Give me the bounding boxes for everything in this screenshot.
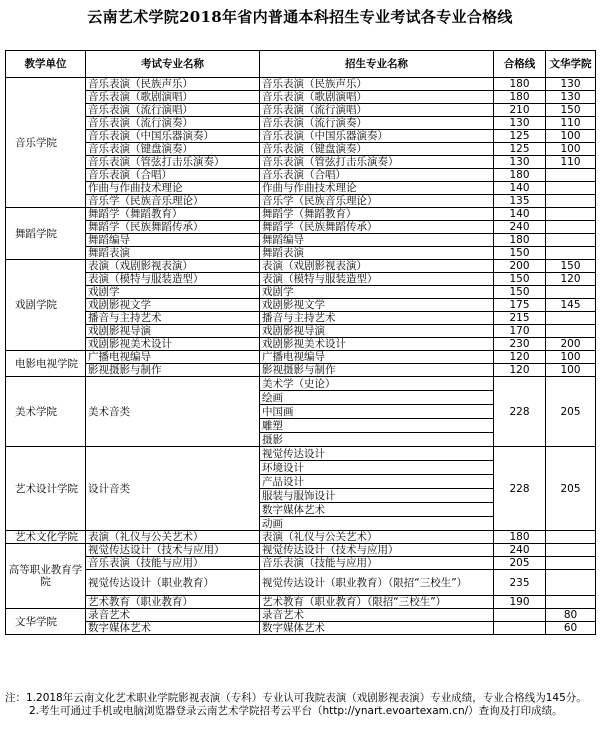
score-cell: 228 — [494, 377, 546, 447]
exam-major-cell: 表演（礼仪与公关艺术） — [86, 531, 260, 544]
culture-score-cell: 80 — [546, 609, 596, 622]
enroll-major-cell: 美术学（史论） — [260, 377, 494, 391]
enroll-major-cell: 音乐表演（技能与应用） — [260, 557, 494, 570]
score-cell: 130 — [494, 117, 546, 130]
culture-score-cell: 60 — [546, 622, 596, 635]
table-row — [6, 221, 596, 234]
culture-score-cell: 110 — [546, 117, 596, 130]
culture-score-cell — [546, 234, 596, 247]
exam-major-cell: 舞蹈学（舞蹈教育） — [86, 208, 260, 221]
enroll-major-cell: 环境设计 — [260, 461, 494, 475]
header-unit: 教学单位 — [6, 51, 86, 78]
score-cell: 180 — [494, 78, 546, 91]
culture-score-cell — [546, 221, 596, 234]
enroll-major-cell: 录音艺术 — [260, 609, 494, 622]
table-row — [6, 247, 596, 260]
score-cell: 235 — [494, 570, 546, 596]
exam-major-cell: 视觉传达设计（技术与应用） — [86, 544, 260, 557]
score-cell: 180 — [494, 169, 546, 182]
culture-score-cell — [546, 182, 596, 195]
score-cell: 230 — [494, 338, 546, 351]
table-row — [6, 377, 596, 391]
header-culture: 文华学院 — [546, 51, 596, 78]
unit-wenhua: 文华学院 — [6, 609, 86, 635]
exam-major-cell: 录音艺术 — [86, 609, 260, 622]
culture-score-cell — [546, 325, 596, 338]
score-cell — [494, 609, 546, 622]
enroll-major-cell: 表演（礼仪与公关艺术） — [260, 531, 494, 544]
culture-score-cell: 130 — [546, 78, 596, 91]
exam-major-cell: 戏剧影视文学 — [86, 299, 260, 312]
enroll-major-cell: 数字媒体艺术 — [260, 622, 494, 635]
enroll-major-cell: 音乐表演（中国乐器演奏） — [260, 130, 494, 143]
enroll-major-cell: 戏剧学 — [260, 286, 494, 299]
enroll-major-cell: 音乐表演（民族声乐） — [260, 78, 494, 91]
table-row — [6, 531, 596, 544]
unit-fineart: 美术学院 — [6, 377, 86, 447]
score-cell: 240 — [494, 544, 546, 557]
culture-score-cell — [546, 531, 596, 544]
unit-vocational: 高等职业教育学院 — [6, 544, 86, 609]
table-row — [6, 351, 596, 364]
table-header-row — [6, 51, 596, 78]
table-row — [6, 447, 596, 461]
exam-major-cell: 广播电视编导 — [86, 351, 260, 364]
exam-major-cell: 音乐表演（管弦打击乐演奏） — [86, 156, 260, 169]
enroll-major-cell: 戏剧影视美术设计 — [260, 338, 494, 351]
table-row — [6, 78, 596, 91]
header-exam-major: 考试专业名称 — [86, 51, 260, 78]
table-row — [6, 273, 596, 286]
culture-score-cell — [546, 169, 596, 182]
enroll-major-cell: 音乐表演（流行演唱） — [260, 104, 494, 117]
table-row — [6, 609, 596, 622]
enroll-major-cell: 播音与主持艺术 — [260, 312, 494, 325]
score-cell: 228 — [494, 447, 546, 531]
enroll-major-cell: 表演（戏剧影视表演） — [260, 260, 494, 273]
culture-score-cell — [546, 312, 596, 325]
score-cell: 150 — [494, 286, 546, 299]
table-row — [6, 557, 596, 570]
score-cell: 205 — [494, 557, 546, 570]
enroll-major-cell: 雕塑 — [260, 419, 494, 433]
score-cell: 150 — [494, 273, 546, 286]
score-cell: 140 — [494, 182, 546, 195]
unit-culture: 艺术文化学院 — [6, 531, 86, 544]
enroll-major-cell: 产品设计 — [260, 475, 494, 489]
score-table — [5, 50, 596, 635]
enroll-major-cell: 作曲与作曲技术理论 — [260, 182, 494, 195]
enroll-major-cell: 绘画 — [260, 391, 494, 405]
enroll-major-cell: 艺术教育（职业教育）（限招“三校生”） — [260, 596, 494, 609]
culture-score-cell — [546, 570, 596, 596]
table-row — [6, 169, 596, 182]
culture-score-cell: 200 — [546, 338, 596, 351]
score-cell: 120 — [494, 351, 546, 364]
exam-major-cell: 影视摄影与制作 — [86, 364, 260, 377]
score-cell: 190 — [494, 596, 546, 609]
exam-major-cell: 戏剧学 — [86, 286, 260, 299]
enroll-major-cell: 音乐学（民族音乐理论） — [260, 195, 494, 208]
unit-design: 艺术设计学院 — [6, 447, 86, 531]
exam-major-cell: 视觉传达设计（职业教育） — [86, 570, 260, 596]
culture-score-cell — [546, 195, 596, 208]
table-row — [6, 208, 596, 221]
table-row — [6, 91, 596, 104]
enroll-major-cell: 视觉传达设计（技术与应用） — [260, 544, 494, 557]
score-cell: 200 — [494, 260, 546, 273]
exam-major-cell: 设计音类 — [86, 447, 260, 531]
culture-score-cell: 145 — [546, 299, 596, 312]
exam-major-cell: 表演（模特与服装造型） — [86, 273, 260, 286]
enroll-major-cell: 戏剧影视文学 — [260, 299, 494, 312]
exam-major-cell: 音乐表演（键盘演奏） — [86, 143, 260, 156]
culture-score-cell: 150 — [546, 260, 596, 273]
exam-major-cell: 艺术教育（职业教育） — [86, 596, 260, 609]
enroll-major-cell: 中国画 — [260, 405, 494, 419]
exam-major-cell: 音乐学（民族音乐理论） — [86, 195, 260, 208]
table-row — [6, 312, 596, 325]
page-title: 云南艺术学院2018年省内普通本科招生专业考试各专业合格线 — [87, 8, 513, 26]
unit-film: 电影电视学院 — [6, 351, 86, 377]
header-enroll-major: 招生专业名称 — [260, 51, 494, 78]
table-row — [6, 234, 596, 247]
score-cell: 130 — [494, 156, 546, 169]
enroll-major-cell: 舞蹈学（民族舞蹈传承） — [260, 221, 494, 234]
score-cell: 175 — [494, 299, 546, 312]
enroll-major-cell: 视觉传达设计（职业教育）（限招“三校生”） — [260, 570, 494, 596]
culture-score-cell: 100 — [546, 364, 596, 377]
exam-major-cell: 舞蹈表演 — [86, 247, 260, 260]
enroll-major-cell: 音乐表演（歌剧演唱） — [260, 91, 494, 104]
table-row — [6, 596, 596, 609]
exam-major-cell: 美术音类 — [86, 377, 260, 447]
unit-drama: 戏剧学院 — [6, 260, 86, 351]
table-row — [6, 117, 596, 130]
enroll-major-cell: 音乐表演（键盘演奏） — [260, 143, 494, 156]
score-cell: 120 — [494, 364, 546, 377]
enroll-major-cell: 戏剧影视导演 — [260, 325, 494, 338]
exam-major-cell: 音乐表演（歌剧演唱） — [86, 91, 260, 104]
table-row — [6, 156, 596, 169]
culture-score-cell: 100 — [546, 143, 596, 156]
table-body — [6, 78, 596, 635]
score-cell: 170 — [494, 325, 546, 338]
table-row — [6, 364, 596, 377]
enroll-major-cell: 音乐表演（合唱） — [260, 169, 494, 182]
score-cell: 180 — [494, 234, 546, 247]
culture-score-cell — [546, 286, 596, 299]
unit-music: 音乐学院 — [6, 78, 86, 208]
score-cell: 125 — [494, 143, 546, 156]
footnotes — [5, 692, 595, 718]
exam-major-cell: 播音与主持艺术 — [86, 312, 260, 325]
table-row — [6, 622, 596, 635]
table-row — [6, 104, 596, 117]
unit-dance: 舞蹈学院 — [6, 208, 86, 260]
table-row — [6, 182, 596, 195]
score-cell: 135 — [494, 195, 546, 208]
culture-score-cell — [546, 557, 596, 570]
culture-score-cell — [546, 208, 596, 221]
enroll-major-cell: 服装与服饰设计 — [260, 489, 494, 503]
exam-major-cell: 戏剧影视导演 — [86, 325, 260, 338]
exam-major-cell: 数字媒体艺术 — [86, 622, 260, 635]
table-row — [6, 286, 596, 299]
culture-score-cell: 205 — [546, 447, 596, 531]
score-cell: 180 — [494, 531, 546, 544]
enroll-major-cell: 舞蹈编导 — [260, 234, 494, 247]
exam-major-cell: 戏剧影视美术设计 — [86, 338, 260, 351]
exam-major-cell: 音乐表演（技能与应用） — [86, 557, 260, 570]
table-row — [6, 143, 596, 156]
enroll-major-cell: 影视摄影与制作 — [260, 364, 494, 377]
enroll-major-cell: 音乐表演（管弦打击乐演奏） — [260, 156, 494, 169]
table-row — [6, 130, 596, 143]
header-score: 合格线 — [494, 51, 546, 78]
enroll-major-cell: 表演（模特与服装造型） — [260, 273, 494, 286]
exam-major-cell: 表演（戏剧影视表演） — [86, 260, 260, 273]
table-row — [6, 299, 596, 312]
exam-major-cell: 音乐表演（流行演唱） — [86, 104, 260, 117]
note-2: 2.考生可通过手机或电脑浏览器登录云南艺术学院招考云平台（http://ynart.evoartexam.cn/）查询及打印成绩。 — [29, 705, 563, 717]
table-row — [6, 260, 596, 273]
culture-score-cell: 110 — [546, 156, 596, 169]
exam-major-cell: 音乐表演（合唱） — [86, 169, 260, 182]
culture-score-cell — [546, 544, 596, 557]
enroll-major-cell: 动画 — [260, 517, 494, 531]
enroll-major-cell: 音乐表演（流行演奏） — [260, 117, 494, 130]
enroll-major-cell: 视觉传达设计 — [260, 447, 494, 461]
culture-score-cell: 205 — [546, 377, 596, 447]
table-row — [6, 570, 596, 596]
score-cell: 125 — [494, 130, 546, 143]
culture-score-cell: 120 — [546, 273, 596, 286]
score-cell: 180 — [494, 91, 546, 104]
exam-major-cell: 舞蹈编导 — [86, 234, 260, 247]
exam-major-cell: 音乐表演（流行演奏） — [86, 117, 260, 130]
table-row — [6, 325, 596, 338]
culture-score-cell: 100 — [546, 130, 596, 143]
enroll-major-cell: 舞蹈学（舞蹈教育） — [260, 208, 494, 221]
exam-major-cell: 音乐表演（中国乐器演奏） — [86, 130, 260, 143]
culture-score-cell: 130 — [546, 91, 596, 104]
score-cell: 215 — [494, 312, 546, 325]
score-cell — [494, 622, 546, 635]
table-row — [6, 544, 596, 557]
score-cell: 140 — [494, 208, 546, 221]
table-row — [6, 338, 596, 351]
enroll-major-cell: 舞蹈表演 — [260, 247, 494, 260]
score-cell: 210 — [494, 104, 546, 117]
culture-score-cell — [546, 596, 596, 609]
exam-major-cell: 舞蹈学（民族舞蹈传承） — [86, 221, 260, 234]
enroll-major-cell: 数字媒体艺术 — [260, 503, 494, 517]
culture-score-cell: 150 — [546, 104, 596, 117]
note-1: 注：1.2018年云南文化艺术职业学院影视表演（专科）专业认可我院表演（戏剧影视表演）专业成绩，专业合格线为145分。 — [5, 692, 587, 704]
table-row — [6, 195, 596, 208]
score-cell: 150 — [494, 247, 546, 260]
culture-score-cell: 100 — [546, 351, 596, 364]
score-cell: 240 — [494, 221, 546, 234]
enroll-major-cell: 广播电视编导 — [260, 351, 494, 364]
exam-major-cell: 作曲与作曲技术理论 — [86, 182, 260, 195]
exam-major-cell: 音乐表演（民族声乐） — [86, 78, 260, 91]
enroll-major-cell: 摄影 — [260, 433, 494, 447]
culture-score-cell — [546, 247, 596, 260]
